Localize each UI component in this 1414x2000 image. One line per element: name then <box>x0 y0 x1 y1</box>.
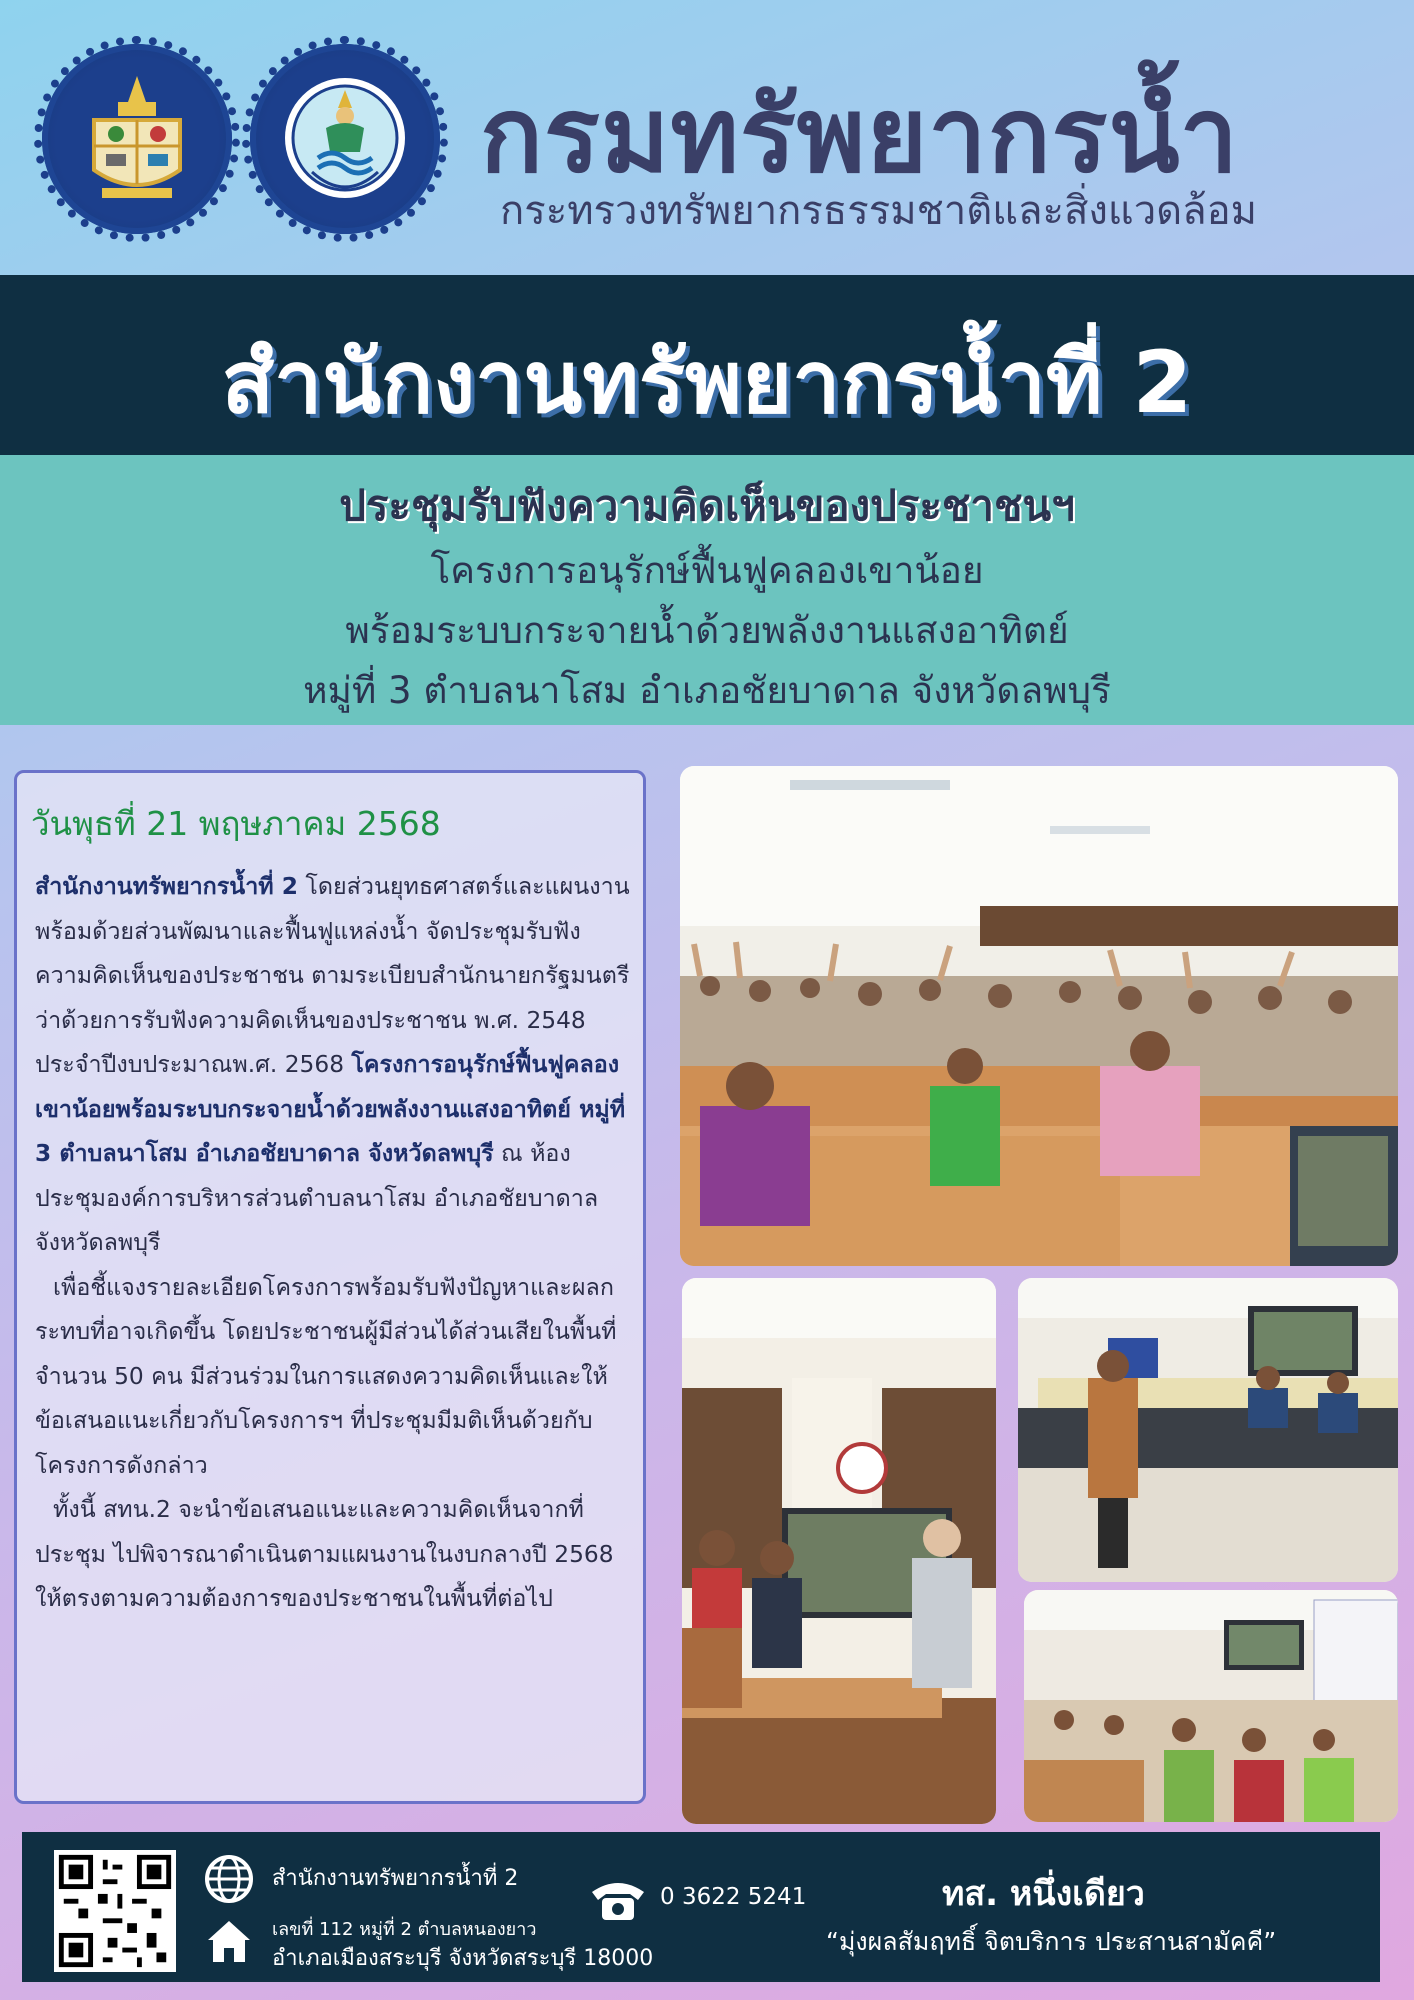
project-location: หมู่ที่ 3 ตำบลนาโสม อำเภอชัยบาดาล จังหวัดลพบุรี <box>303 669 1111 712</box>
office-banner <box>0 275 1414 455</box>
ministry-subtitle: กระทรวงทรัพยากรธรรมชาติและสิ่งแวดล้อม <box>500 188 1258 234</box>
qr-code-icon[interactable] <box>54 1850 176 1972</box>
meeting-title: ประชุมรับฟังความคิดเห็นของประชาชนฯ <box>339 481 1075 530</box>
presentation-photo <box>682 1278 996 1824</box>
article-paragraph-2: เพื่อชี้แจงรายละเอียดโครงการพร้อมรับฟังปัญหาและผลกระทบที่อาจเกิดขึ้น โดยประชาชนผู้มีส่วนได้ส่วนเสียในพื้นที่ จำนวน 50 คน มีส่วนร่วมในการแสดงความคิดเห็นและให้ข้อเสนอแนะเกี่ยวกับโครงการฯ ที่ประชุมมีมติเห็นด้วยกับโครงการดังกล่าว <box>35 1273 617 1479</box>
globe-icon <box>204 1854 254 1904</box>
meeting-hall-image <box>680 766 1398 1266</box>
speaker-photo <box>1018 1278 1398 1582</box>
project-name-bold: โครงการอนุรักษ์ฟื้นฟูคลองเขาน้อยพร้อมระบบกระจายน้ำด้วยพลังงานแสงอาทิตย์ หมู่ที่ 3 ตำบลนาโสม อำเภอชัยบาดาล จังหวัดลพบุรี <box>35 1051 626 1167</box>
footer-address-line-2: อำเภอเมืองสระบุรี จังหวัดสระบุรี 18000 <box>272 1946 654 1971</box>
ministry-seal-icon <box>42 44 232 234</box>
water-department-emblem-icon <box>282 72 408 206</box>
article-body <box>35 865 635 1622</box>
footer-phone[interactable]: 0 3622 5241 <box>660 1884 807 1910</box>
article-paragraph-3: ทั้งนี้ สทน.2 จะนำข้อเสนอแนะและความคิดเห็นจากที่ประชุม ไปพิจารณาดำเนินตามแผนงานในงบกลางปี 2568 ให้ตรงตามความต้องการของประชาชนในพื้นที่ต่อไป <box>35 1496 614 1612</box>
meeting-hall-photo <box>680 766 1398 1266</box>
audience-photo <box>1024 1590 1398 1822</box>
meeting-band <box>0 455 1414 725</box>
office-name-bold: สำนักงานทรัพยากรน้ำที่ 2 <box>35 873 298 900</box>
article-date: วันพุธที่ 21 พฤษภาคม 2568 <box>31 804 441 843</box>
office-banner-text: สำนักงานทรัพยากรน้ำที่ 2 <box>221 333 1193 433</box>
water-department-seal-icon <box>250 44 440 234</box>
slogan: “มุ่งผลสัมฤทธิ์ จิตบริการ ประสานสามัคคี” <box>826 1927 1277 1956</box>
project-line-1: โครงการอนุรักษ์ฟื้นฟูคลองเขาน้อย <box>430 549 984 592</box>
footer <box>22 1832 1380 1982</box>
slogan-title: ทส. หนึ่งเดียว <box>942 1874 1145 1914</box>
telephone-icon <box>586 1872 650 1924</box>
article-text-2: ณ ห้องประชุมองค์การบริหารส่วนตำบลนาโสม อำเภอชัยบาดาล จังหวัดลพบุรี <box>35 1140 599 1256</box>
project-line-2: พร้อมระบบกระจายน้ำด้วยพลังงานแสงอาทิตย์ <box>345 609 1069 652</box>
ministry-emblem-icon <box>74 72 200 206</box>
article-panel <box>14 770 646 1804</box>
speaker-image <box>1018 1278 1398 1582</box>
footer-org-name: สำนักงานทรัพยากรน้ำที่ 2 <box>272 1866 519 1891</box>
article-paragraph-1 <box>35 865 635 1266</box>
audience-image <box>1024 1590 1398 1822</box>
presentation-image <box>682 1278 996 1824</box>
article-text-1: โดยส่วนยุทธศาสตร์และแผนงาน พร้อมด้วยส่วนพัฒนาและฟื้นฟูแหล่งน้ำ จัดประชุมรับฟังความคิดเห็นของประชาชน ตามระเบียบสำนักนายกรัฐมนตรีว่าด้วยการรับฟังความคิดเห็นของประชาชน พ.ศ. 2548 ประจำปีงบประมาณพ.ศ. 2568 <box>35 873 630 1078</box>
department-title: กรมทรัพยากรน้ำ <box>480 74 1240 196</box>
home-icon <box>204 1916 254 1966</box>
footer-address-line-1: เลขที่ 112 หมู่ที่ 2 ตำบลหนองยาว <box>272 1919 537 1940</box>
